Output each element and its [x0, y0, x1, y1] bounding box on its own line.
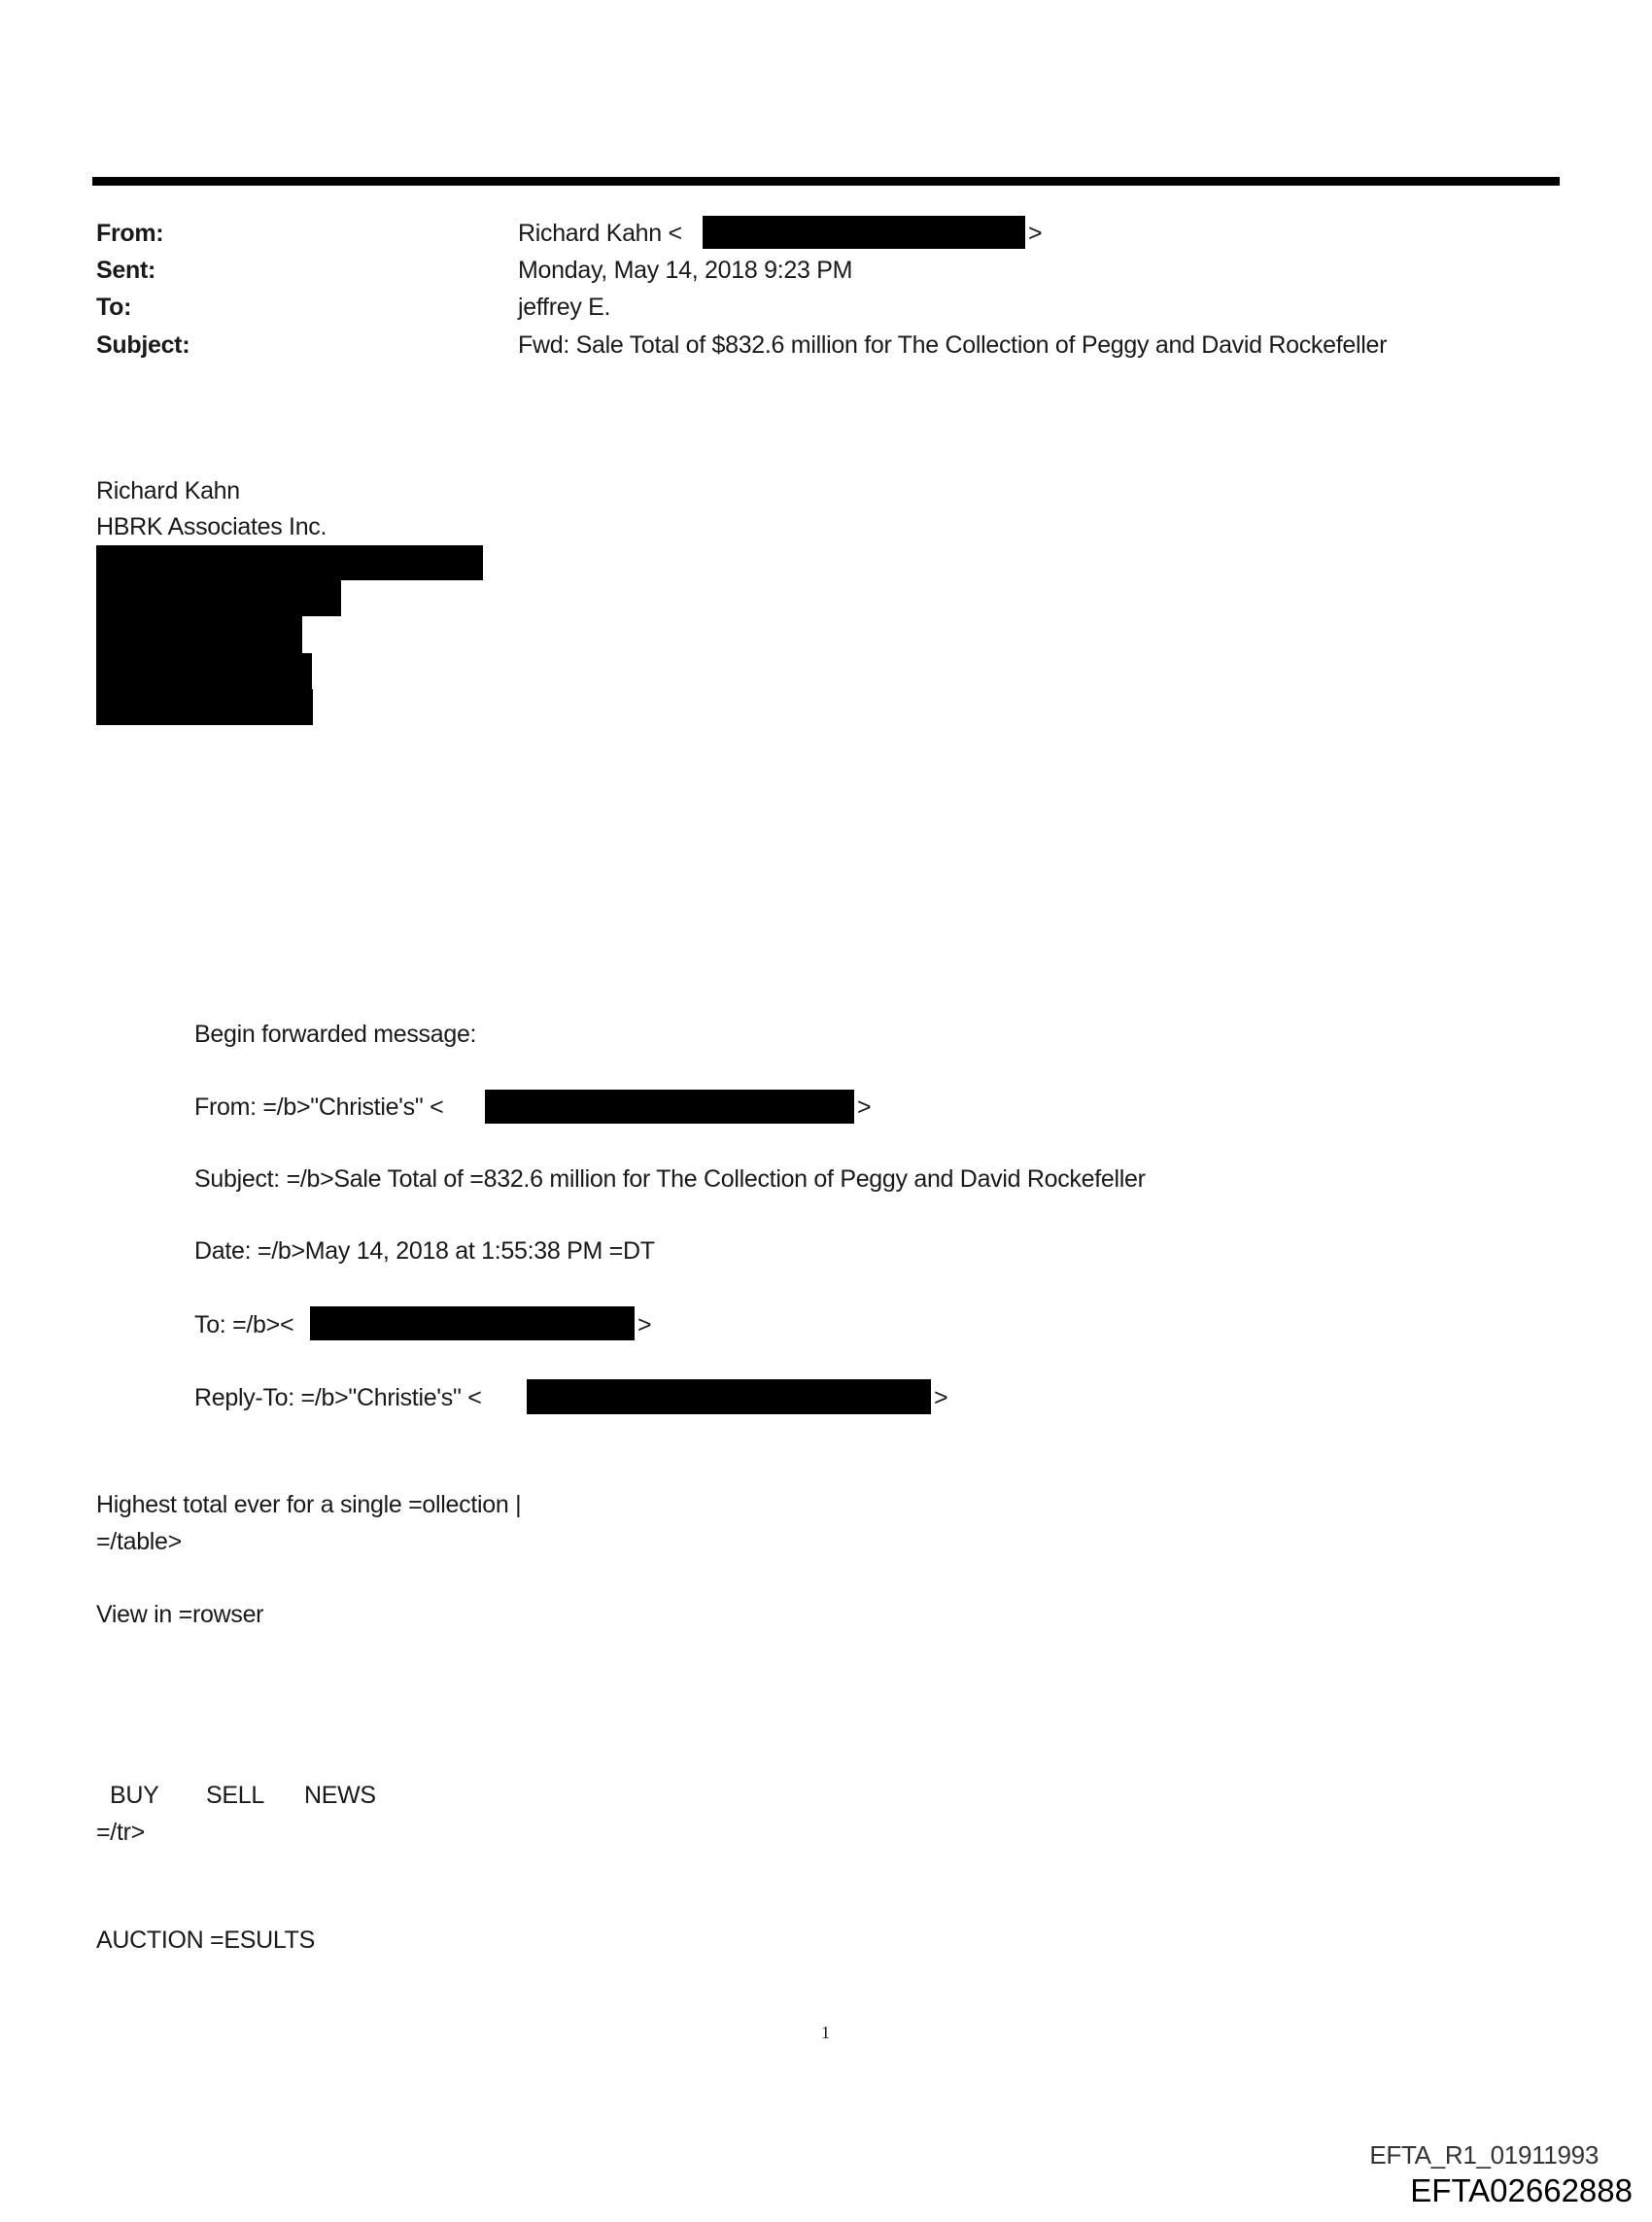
auction-results-heading: AUCTION =ESULTS	[96, 1927, 315, 1954]
subject-label: Subject:	[96, 331, 190, 359]
from-close: >	[1028, 220, 1043, 247]
view-in-browser-link[interactable]: View in =rowser	[96, 1601, 264, 1628]
forward-date: Date: =/b>May 14, 2018 at 1:55:38 PM =DT	[194, 1237, 655, 1265]
highest-total-text: Highest total ever for a single =ollection |	[96, 1491, 522, 1518]
bates-number: EFTA02662888	[1410, 2172, 1633, 2208]
signature-company: HBRK Associates Inc.	[96, 513, 327, 540]
redaction	[703, 216, 1025, 249]
redaction	[527, 1379, 931, 1414]
nav-buy-link[interactable]: BUY	[110, 1782, 159, 1809]
forward-from: From: =/b>"Christie's" <	[194, 1094, 444, 1121]
redaction	[96, 689, 313, 725]
signature-name: Richard Kahn	[96, 477, 240, 504]
redaction	[96, 580, 341, 616]
tr-end-text: =/tr>	[96, 1819, 145, 1846]
subject-value: Fwd: Sale Total of $832.6 million for The Collection of Peggy and David Rockefeller	[518, 331, 1388, 359]
redaction	[96, 653, 312, 689]
redaction	[96, 545, 483, 580]
sent-label: Sent:	[96, 257, 156, 284]
to-value: jeffrey E.	[518, 294, 611, 321]
forward-subject: Subject: =/b>Sale Total of =832.6 million for The Collection of Peggy and David Rockefeller	[194, 1165, 1146, 1193]
forward-from-close: >	[857, 1094, 872, 1121]
page-number: 1	[821, 2023, 830, 2042]
forward-intro: Begin forwarded message:	[194, 1021, 477, 1048]
to-label: To:	[96, 294, 132, 321]
forward-to: To: =/b><	[194, 1311, 294, 1338]
from-label: From:	[96, 220, 164, 247]
forward-reply-to: Reply-To: =/b>"Christie's" <	[194, 1384, 482, 1411]
nav-sell-link[interactable]: SELL	[206, 1782, 264, 1809]
table-end-text: =/table>	[96, 1528, 182, 1555]
redaction	[96, 616, 302, 653]
bates-number-r1: EFTA_R1_01911993	[1369, 2140, 1599, 2170]
from-value: Richard Kahn <	[518, 220, 682, 247]
nav-news-link[interactable]: NEWS	[304, 1782, 376, 1809]
sent-value: Monday, May 14, 2018 9:23 PM	[518, 257, 853, 284]
redaction	[485, 1090, 854, 1124]
header-rule	[92, 177, 1560, 186]
forward-reply-to-close: >	[934, 1384, 948, 1411]
redaction	[310, 1306, 635, 1340]
forward-to-close: >	[637, 1311, 652, 1338]
